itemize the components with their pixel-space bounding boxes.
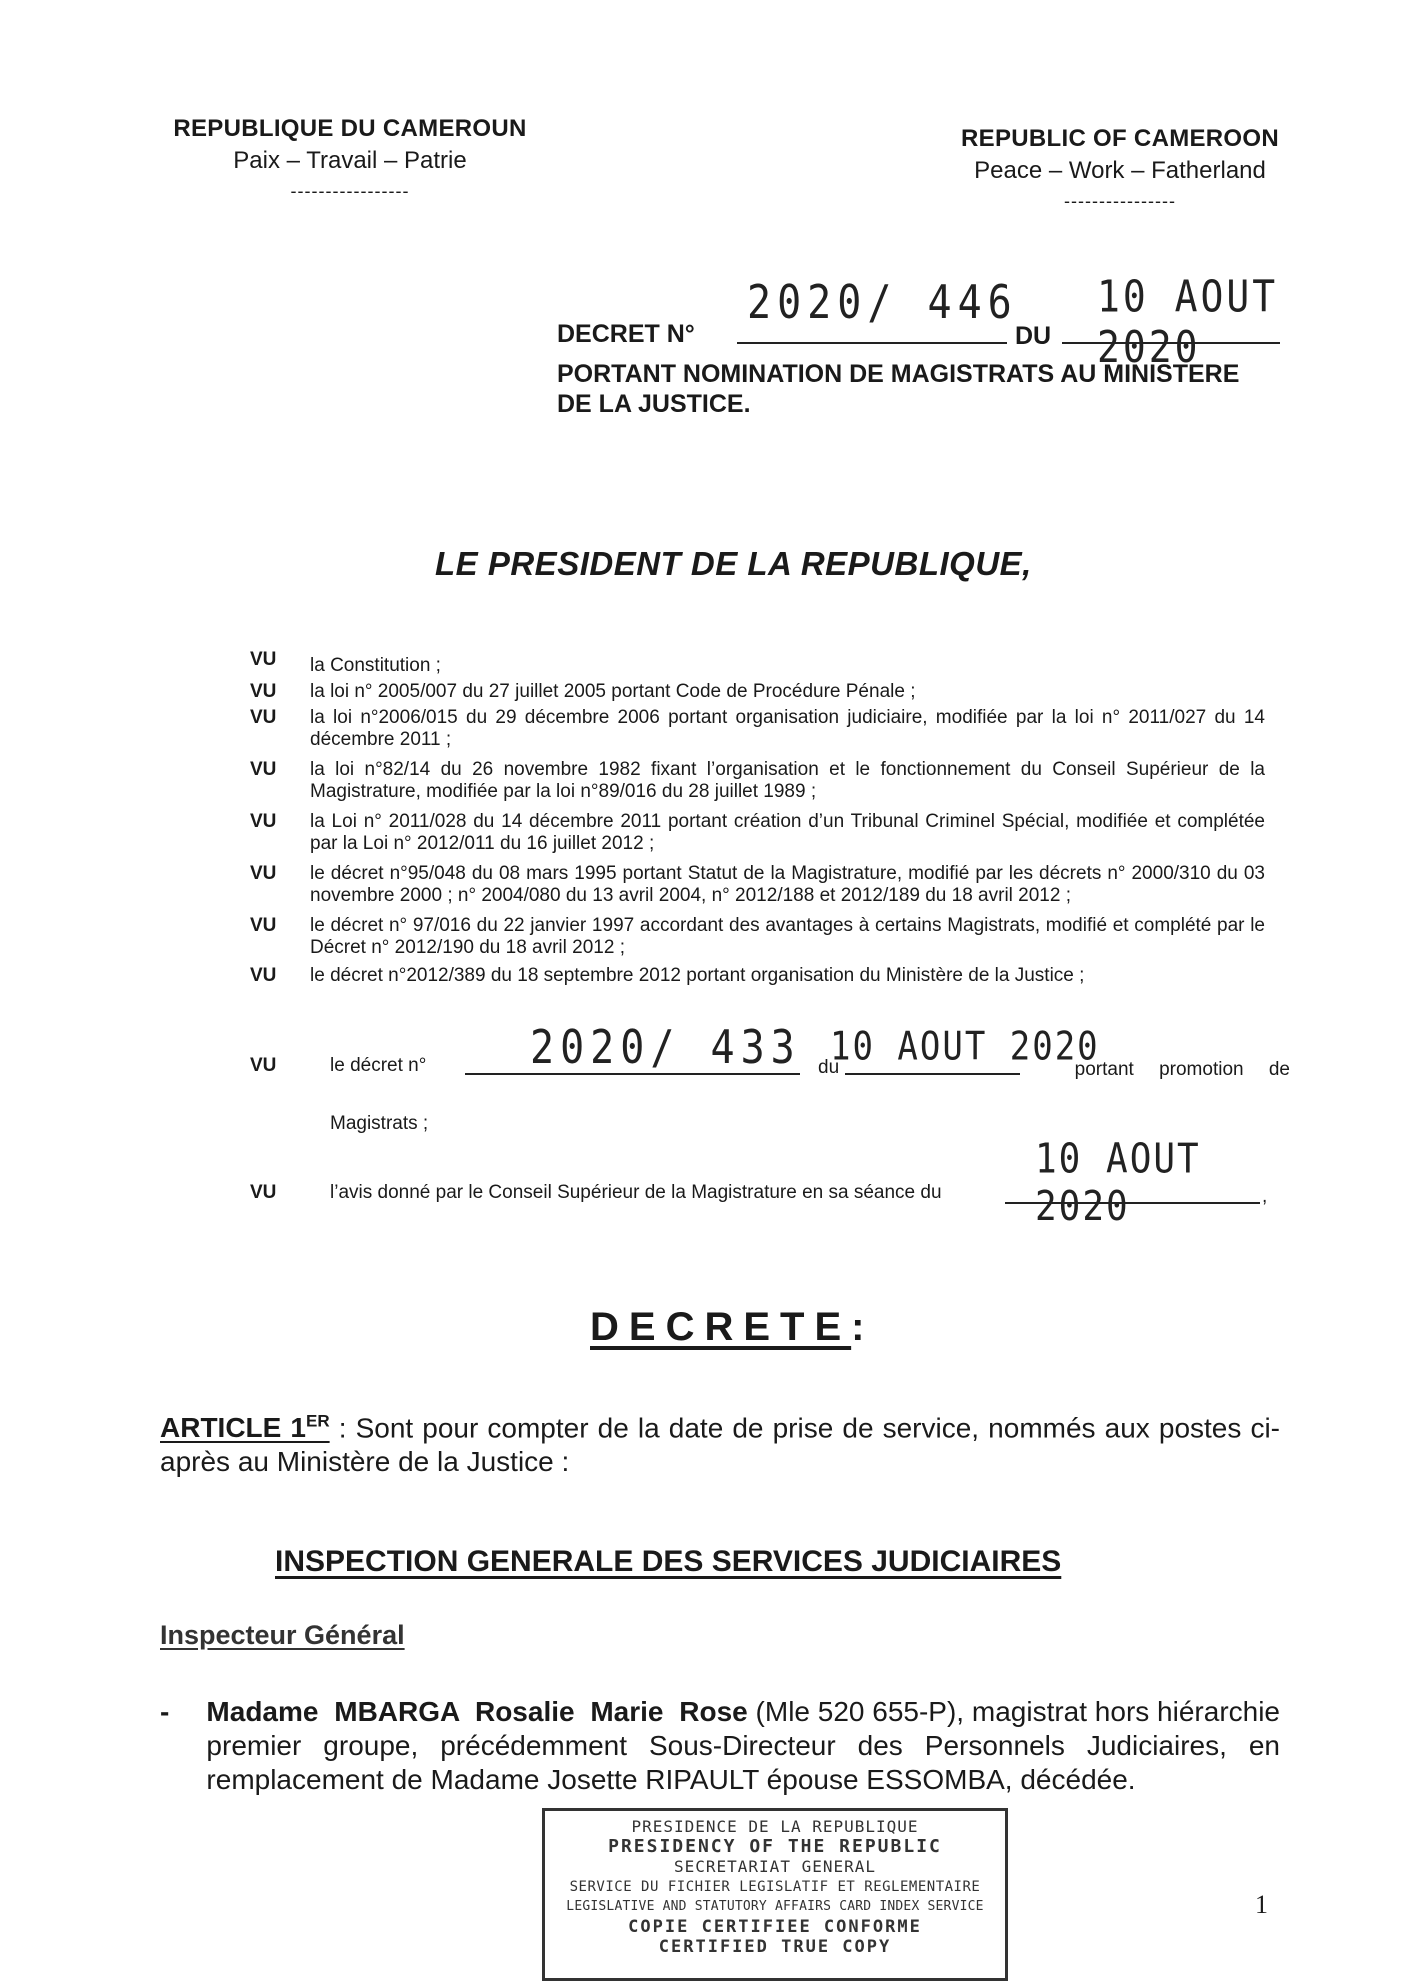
vu-text: la loi n° 2005/007 du 27 juillet 2005 portant Code de Procédure Pénale ; xyxy=(310,681,916,702)
vu-label: VU xyxy=(250,811,277,832)
decrete-word: DECRETE xyxy=(590,1305,852,1349)
vu-list xyxy=(250,649,1290,987)
vu-avis-text: l’avis donné par le Conseil Supérieur de la Magistrature en sa séance du xyxy=(330,1182,942,1203)
vu-item xyxy=(250,759,1290,803)
vu-label: VU xyxy=(250,1182,277,1203)
sub-heading: Inspecteur Général xyxy=(160,1620,405,1650)
article-1-label-sup: ER xyxy=(306,1412,330,1431)
decree-number-blank xyxy=(737,342,1007,344)
vu-label: VU xyxy=(250,707,277,728)
vu-label: VU xyxy=(250,681,277,702)
decree-subject-line2: DE LA JUSTICE. xyxy=(557,390,751,418)
article-1-label-text: ARTICLE 1 xyxy=(160,1412,306,1444)
stamp-line: PRESIDENCY OF THE REPUBLIC xyxy=(608,1836,942,1857)
decree-subject-line1: PORTANT NOMINATION DE MAGISTRATS AU MINISTERE xyxy=(557,360,1240,388)
vu-label: VU xyxy=(250,1055,277,1076)
appointee-paragraph xyxy=(206,1695,1280,1797)
vu-label: VU xyxy=(250,649,277,670)
vu-text: le décret n° 97/016 du 22 janvier 1997 accordant des avantages à certains Magistrats, modifié et complété par le Décret n° 2012/190 du 18 avril 2012 ; xyxy=(310,915,1265,958)
stamp-line: COPIE CERTIFIEE CONFORME xyxy=(628,1917,922,1937)
vu-label: VU xyxy=(250,863,277,884)
vu-avis-date-handwritten: 10 AOUT 2020 xyxy=(1035,1135,1201,1231)
vu-text: le décret n°95/048 du 08 mars 1995 portant Statut de la Magistrature, modifié par les décrets n° 2000/310 du 03 novembre 2000 ; n° 2004/080 du 13 avril 2004, n° 2012/188 et 2012/189 du 18 avril 2012 ; xyxy=(310,863,1265,906)
vu-label: VU xyxy=(250,915,277,936)
vu-promotion xyxy=(250,1021,1290,1145)
decree-du-label: DU xyxy=(1015,322,1052,350)
stamp-line: LEGISLATIVE AND STATUTORY AFFAIRS CARD INDEX SERVICE xyxy=(566,1899,984,1914)
vu-avis xyxy=(250,1135,1290,1231)
appointee-name: Madame MBARGA Rosalie Marie Rose xyxy=(206,1696,748,1727)
vu-promo-date-handwritten: 10 AOUT 2020 xyxy=(830,1024,1100,1070)
motto-fr: Paix – Travail – Patrie xyxy=(233,147,467,174)
vu-promo-number-handwritten: 2020/ 433 xyxy=(530,1021,801,1075)
header-left xyxy=(160,115,540,202)
vu-promo-date-blank xyxy=(845,1073,1020,1075)
section-heading: INSPECTION GENERALE DES SERVICES JUDICIAIRES xyxy=(275,1545,1062,1578)
decree-date-handwritten: 10 AOUT 2020 xyxy=(1097,271,1279,373)
stamp-line: CERTIFIED TRUE COPY xyxy=(658,1937,892,1957)
stamp-line: SECRETARIAT GENERAL xyxy=(673,1857,877,1876)
vu-text: la Loi n° 2011/028 du 14 décembre 2011 portant création d’un Tribunal Criminel Spécial, modifiée et complétée par la Loi n° 2012/011 du 16 juillet 2012 ; xyxy=(310,811,1265,854)
vu-item xyxy=(250,707,1290,751)
certified-copy-stamp xyxy=(542,1808,1008,1981)
vu-text: la Constitution ; xyxy=(310,655,441,676)
vu-promo-suffix: portant promotion de xyxy=(1074,1059,1290,1080)
decree-no-label: DECRET N° xyxy=(557,320,695,348)
appointee-item xyxy=(160,1695,1280,1797)
vu-avis-end: , xyxy=(1262,1186,1268,1207)
stamp-line: SERVICE DU FICHIER LEGISLATIF ET REGLEMENTAIRE xyxy=(569,1879,981,1895)
vu-item xyxy=(250,681,1290,703)
vu-item xyxy=(250,965,1290,987)
vu-item xyxy=(250,915,1290,959)
decrete-heading xyxy=(590,1305,874,1350)
republic-title-en: REPUBLIC OF CAMEROON xyxy=(961,125,1279,152)
vu-text: la loi n°2006/015 du 29 décembre 2006 portant organisation judiciaire, modifiée par la loi n° 2011/027 du 14 décembre 2011 ; xyxy=(310,707,1265,750)
vu-text: la loi n°82/14 du 26 novembre 1982 fixant l’organisation et le fonctionnement du Conseil Supérieur de la Magistrature, modifiée par la loi n°89/016 du 28 juillet 1989 ; xyxy=(310,759,1265,802)
republic-title-fr: REPUBLIQUE DU CAMEROUN xyxy=(173,115,527,142)
appointee-bullet: - xyxy=(160,1696,170,1727)
divider-fr: ----------------- xyxy=(290,181,410,201)
appointee-text: (Mle 520 655-P), magistrat hors hiérarchie premier groupe, précédemment Sous-Directeur des Personnels Judiciaires, en remplacement de Madame Josette RIPAULT épouse ESSOMBA, décédée. xyxy=(206,1696,1281,1795)
article-1-label xyxy=(160,1412,330,1443)
vu-promo-line2: Magistrats ; xyxy=(330,1113,429,1134)
vu-text: le décret n°2012/389 du 18 septembre 2012 portant organisation du Ministère de la Justice ; xyxy=(310,965,1085,986)
motto-en: Peace – Work – Fatherland xyxy=(974,157,1266,184)
president-heading: LE PRESIDENT DE LA REPUBLIQUE, xyxy=(435,545,1032,582)
article-1-text: : Sont pour compter de la date de prise de service, nommés aux postes ci-après au Ministère de la Justice : xyxy=(160,1412,1280,1478)
decree-number-line xyxy=(557,271,1297,373)
vu-label: VU xyxy=(250,965,277,986)
vu-label: VU xyxy=(250,759,277,780)
article-1 xyxy=(160,1405,1280,1479)
divider-en: ---------------- xyxy=(1064,191,1176,211)
decrete-colon: : xyxy=(851,1305,875,1349)
vu-promo-du: du xyxy=(818,1057,840,1078)
vu-item xyxy=(250,863,1290,907)
page-number: 1 xyxy=(1255,1890,1268,1919)
header-right xyxy=(945,125,1295,212)
decree-number-handwritten: 2020/ 446 xyxy=(747,276,1018,330)
stamp-line: PRESIDENCE DE LA REPUBLIQUE xyxy=(631,1817,919,1836)
vu-item xyxy=(250,649,1290,677)
vu-promo-prefix: le décret n° xyxy=(330,1055,427,1076)
vu-item xyxy=(250,811,1290,855)
